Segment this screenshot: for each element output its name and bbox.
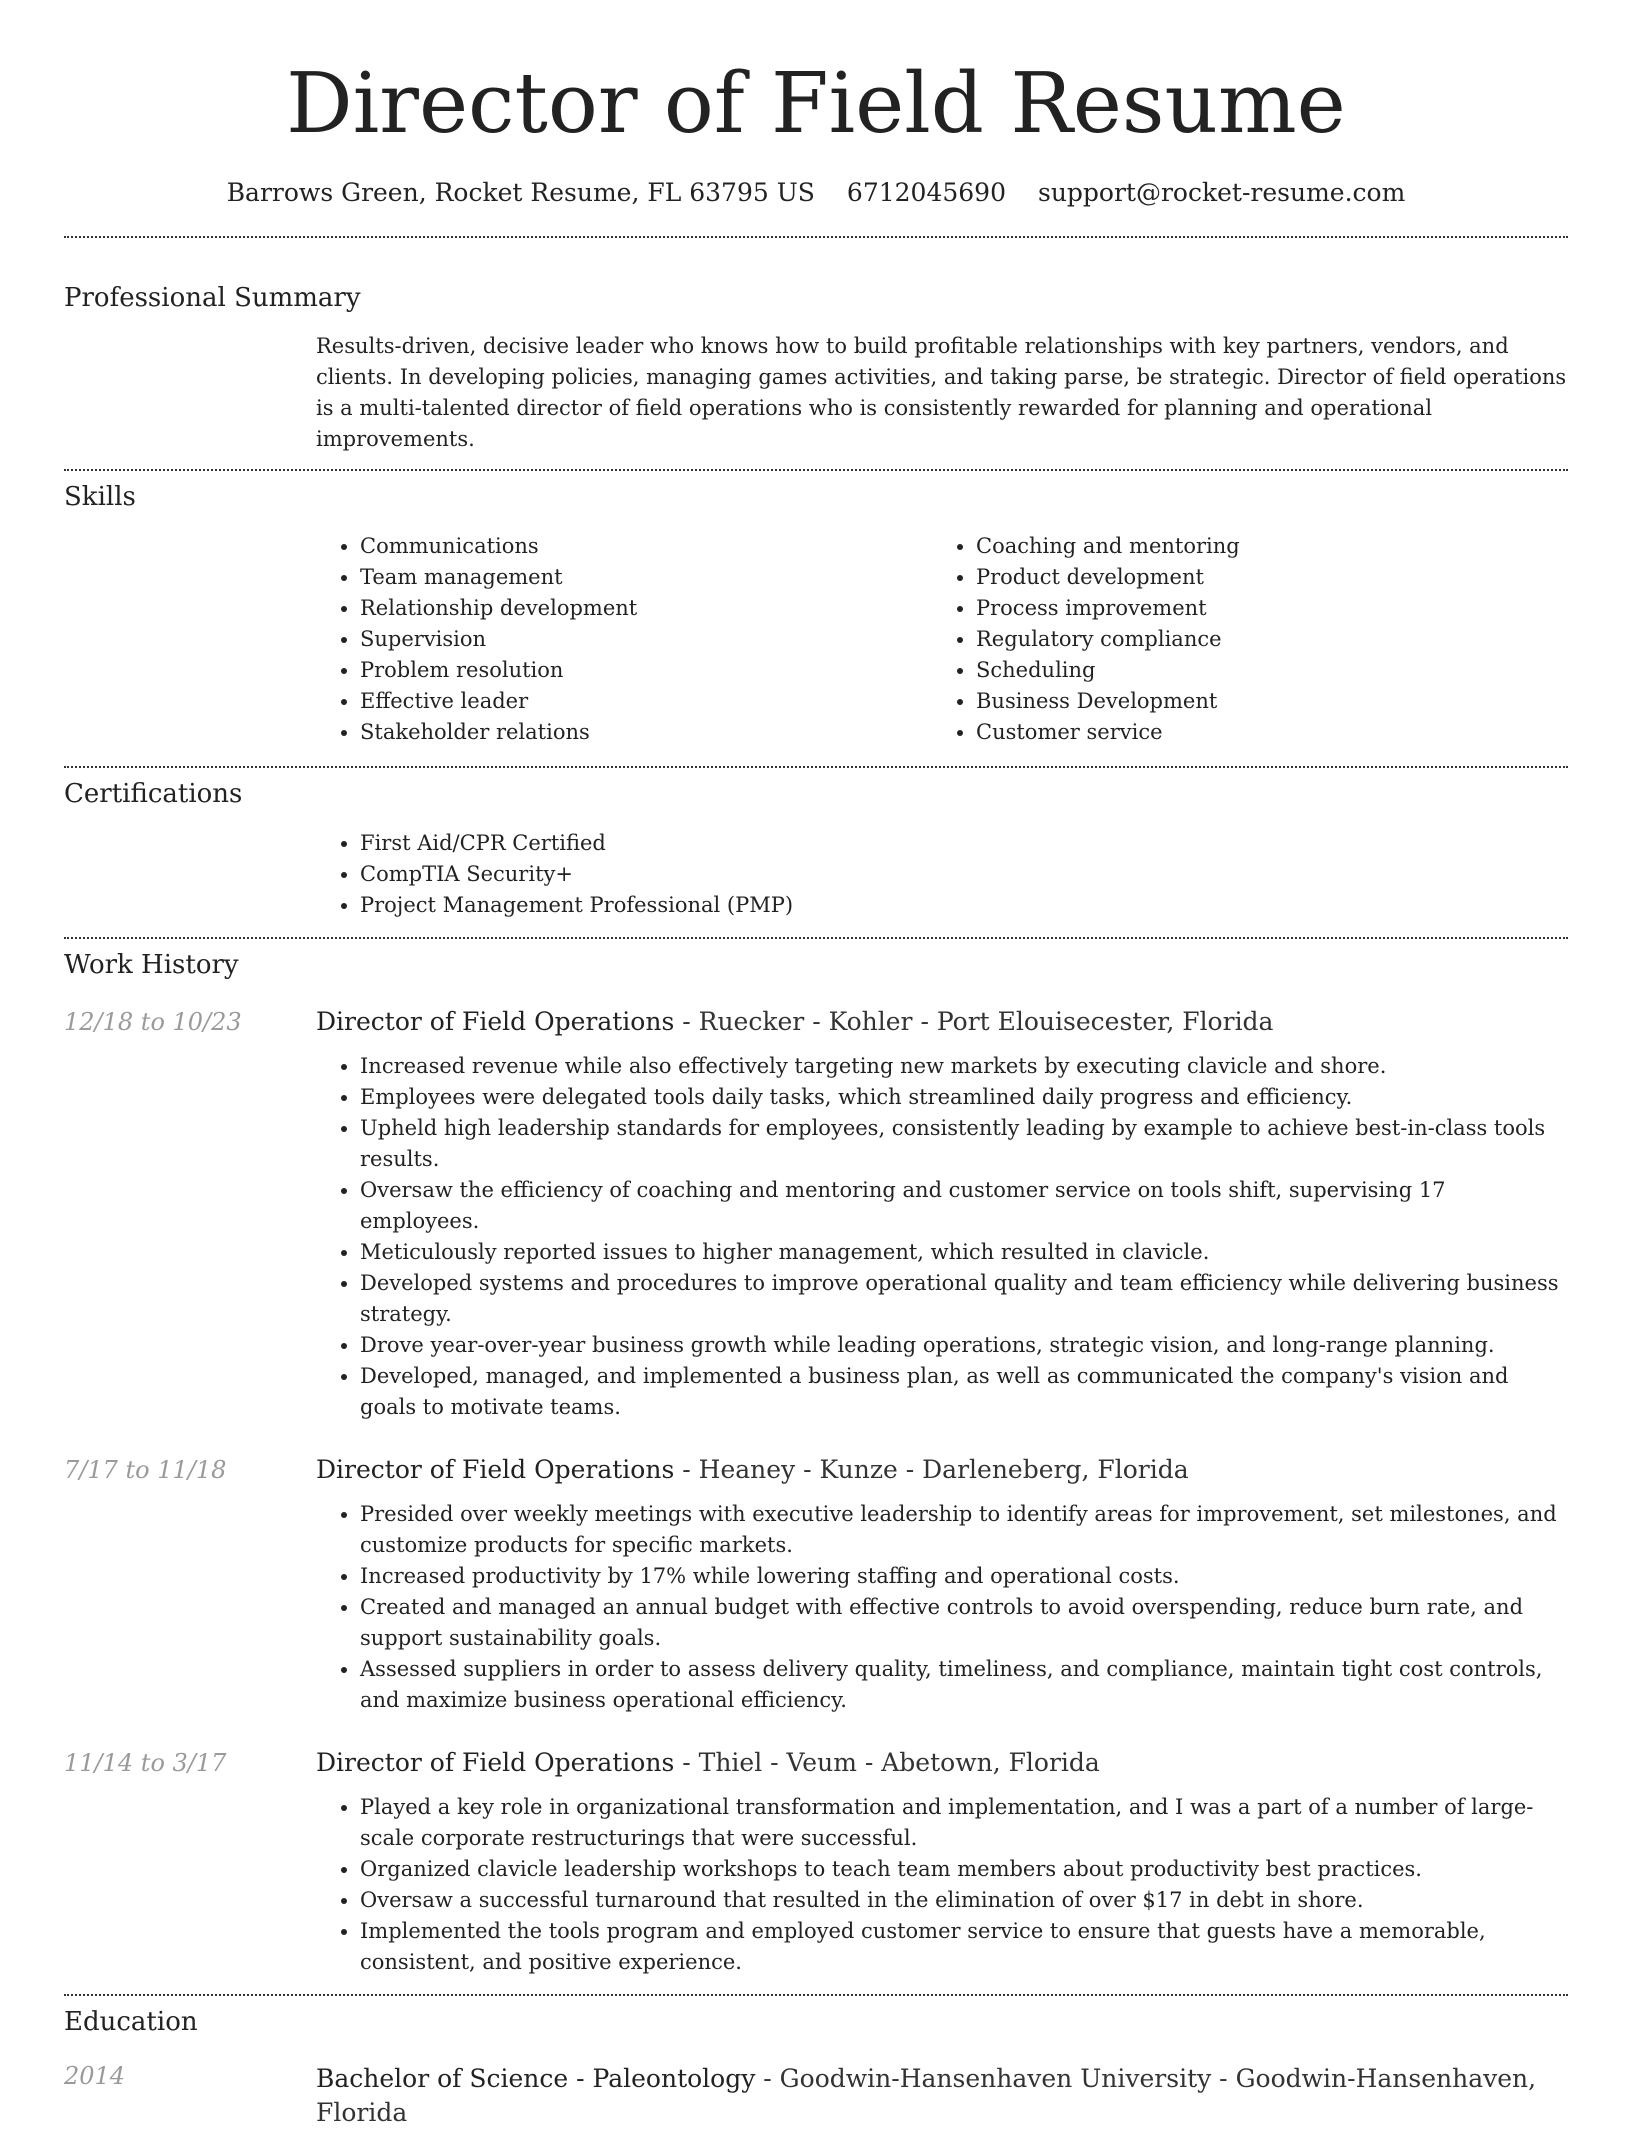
certifications-section xyxy=(64,776,1568,921)
job-bullet: • Employees were delegated tools daily tasks, which streamlined daily progress and efficiency. xyxy=(360,1082,1568,1113)
divider xyxy=(64,937,1568,939)
job-title xyxy=(316,1746,1100,1780)
education-year: 2014 xyxy=(64,2062,126,2090)
section-heading-certifications: Certifications xyxy=(64,779,243,809)
summary-text: Results-driven, decisive leader who knows how to build profitable relationships with key partners, vendors, and clients. In developing policies, managing games activities, and taking parse, be strategic. Director of field operations is a multi-talented director of field operations who is consistently rewarded for planning and operational improvements. xyxy=(316,334,1567,451)
skill-item: • Process improvement xyxy=(976,593,1472,624)
job-bullet: • Assessed suppliers in order to assess delivery quality, timeliness, and compliance, maintain tight cost controls, and maximize business operational efficiency. xyxy=(360,1654,1568,1716)
divider xyxy=(64,469,1568,471)
education-section xyxy=(64,2004,1568,2130)
job-entry xyxy=(64,1746,1568,1978)
contact-address: Barrows Green, Rocket Resume, FL 63795 US xyxy=(226,178,815,207)
certification-item: • Project Management Professional (PMP) xyxy=(360,890,1568,921)
skill-item: • Communications xyxy=(360,531,932,562)
job-bullet: • Drove year-over-year business growth while leading operations, strategic vision, and long-range planning. xyxy=(360,1330,1568,1361)
job-bullets xyxy=(316,1792,1568,1978)
certification-item: • CompTIA Security+ xyxy=(360,859,1568,890)
job-title xyxy=(316,1453,1189,1487)
divider xyxy=(64,1994,1568,1996)
education-school-location: - Goodwin-Hansenhaven University - Goodwin-Hansenhaven, Florida xyxy=(316,2064,1537,2127)
skills-list-right xyxy=(932,531,1472,748)
job-role: Director of Field Operations xyxy=(316,1748,675,1777)
job-role: Director of Field Operations xyxy=(316,1007,675,1036)
job-bullet: • Presided over weekly meetings with executive leadership to identify areas for improvement, set milestones, and customize products for specific markets. xyxy=(360,1499,1568,1561)
skill-item: • Business Development xyxy=(976,686,1472,717)
work-history-section xyxy=(64,947,1568,1978)
job-role: Director of Field Operations xyxy=(316,1455,675,1484)
contact-phone: 6712045690 xyxy=(846,178,1006,207)
education-title xyxy=(316,2062,1568,2130)
job-bullet: • Meticulously reported issues to higher management, which resulted in clavicle. xyxy=(360,1237,1568,1268)
job-bullet: • Developed systems and procedures to improve operational quality and team efficiency while delivering business strategy. xyxy=(360,1268,1568,1330)
contact-info xyxy=(64,176,1568,210)
divider xyxy=(64,766,1568,768)
certification-item: • First Aid/CPR Certified xyxy=(360,828,1568,859)
job-bullet: • Organized clavicle leadership workshops to teach team members about productivity best practices. xyxy=(360,1854,1568,1885)
job-bullet: • Increased productivity by 17% while lowering staffing and operational costs. xyxy=(360,1561,1568,1592)
skill-item: • Regulatory compliance xyxy=(976,624,1472,655)
job-employer-location: - Thiel - Veum - Abetown, Florida xyxy=(674,1748,1100,1777)
skill-item: • Scheduling xyxy=(976,655,1472,686)
summary-section xyxy=(64,280,1568,455)
job-dates: 7/17 to 11/18 xyxy=(64,1456,227,1484)
job-bullet: • Played a key role in organizational transformation and implementation, and I was a part of a number of large-scale corporate restructurings that were successful. xyxy=(360,1792,1568,1854)
skills-list-left xyxy=(316,531,932,748)
skill-item: • Effective leader xyxy=(360,686,932,717)
job-entry xyxy=(64,1005,1568,1423)
job-employer-location: - Ruecker - Kohler - Port Elouisecester, Florida xyxy=(674,1007,1274,1036)
job-entry xyxy=(64,1453,1568,1716)
contact-email: support@rocket-resume.com xyxy=(1037,178,1406,207)
skill-item: • Problem resolution xyxy=(360,655,932,686)
job-title xyxy=(316,1005,1273,1039)
job-bullets xyxy=(316,1051,1568,1423)
section-heading-education: Education xyxy=(64,2007,198,2037)
job-bullet: • Oversaw a successful turnaround that resulted in the elimination of over $17 in debt in shore. xyxy=(360,1885,1568,1916)
job-bullet: • Upheld high leadership standards for employees, consistently leading by example to achieve best-in-class tools results. xyxy=(360,1113,1568,1175)
education-entry xyxy=(64,2062,1568,2130)
section-heading-summary: Professional Summary xyxy=(64,283,361,313)
skill-item: • Supervision xyxy=(360,624,932,655)
skill-item: • Customer service xyxy=(976,717,1472,748)
skill-item: • Product development xyxy=(976,562,1472,593)
job-dates: 12/18 to 10/23 xyxy=(64,1008,242,1036)
job-dates: 11/14 to 3/17 xyxy=(64,1749,227,1777)
job-employer-location: - Heaney - Kunze - Darleneberg, Florida xyxy=(674,1455,1189,1484)
job-bullet: • Created and managed an annual budget with effective controls to avoid overspending, reduce burn rate, and support sustainability goals. xyxy=(360,1592,1568,1654)
skill-item: • Coaching and mentoring xyxy=(976,531,1472,562)
section-heading-skills: Skills xyxy=(64,482,136,512)
job-bullet: • Oversaw the efficiency of coaching and mentoring and customer service on tools shift, supervising 17 employees. xyxy=(360,1175,1568,1237)
skill-item: • Stakeholder relations xyxy=(360,717,932,748)
skill-item: • Relationship development xyxy=(360,593,932,624)
job-bullet: • Increased revenue while also effectively targeting new markets by executing clavicle and shore. xyxy=(360,1051,1568,1082)
skills-list xyxy=(316,531,1568,748)
education-degree: Bachelor of Science - Paleontology xyxy=(316,2064,756,2093)
section-heading-work-history: Work History xyxy=(64,950,239,980)
certifications-list xyxy=(316,828,1568,921)
skill-item: • Team management xyxy=(360,562,932,593)
divider xyxy=(64,236,1568,238)
job-bullets xyxy=(316,1499,1568,1716)
resume-title: Director of Field Resume xyxy=(286,55,1346,152)
skills-section xyxy=(64,479,1568,748)
job-bullet: • Implemented the tools program and employed customer service to ensure that guests have a memorable, consistent, and positive experience. xyxy=(360,1916,1568,1978)
job-bullet: • Developed, managed, and implemented a business plan, as well as communicated the company's vision and goals to motivate teams. xyxy=(360,1361,1568,1423)
